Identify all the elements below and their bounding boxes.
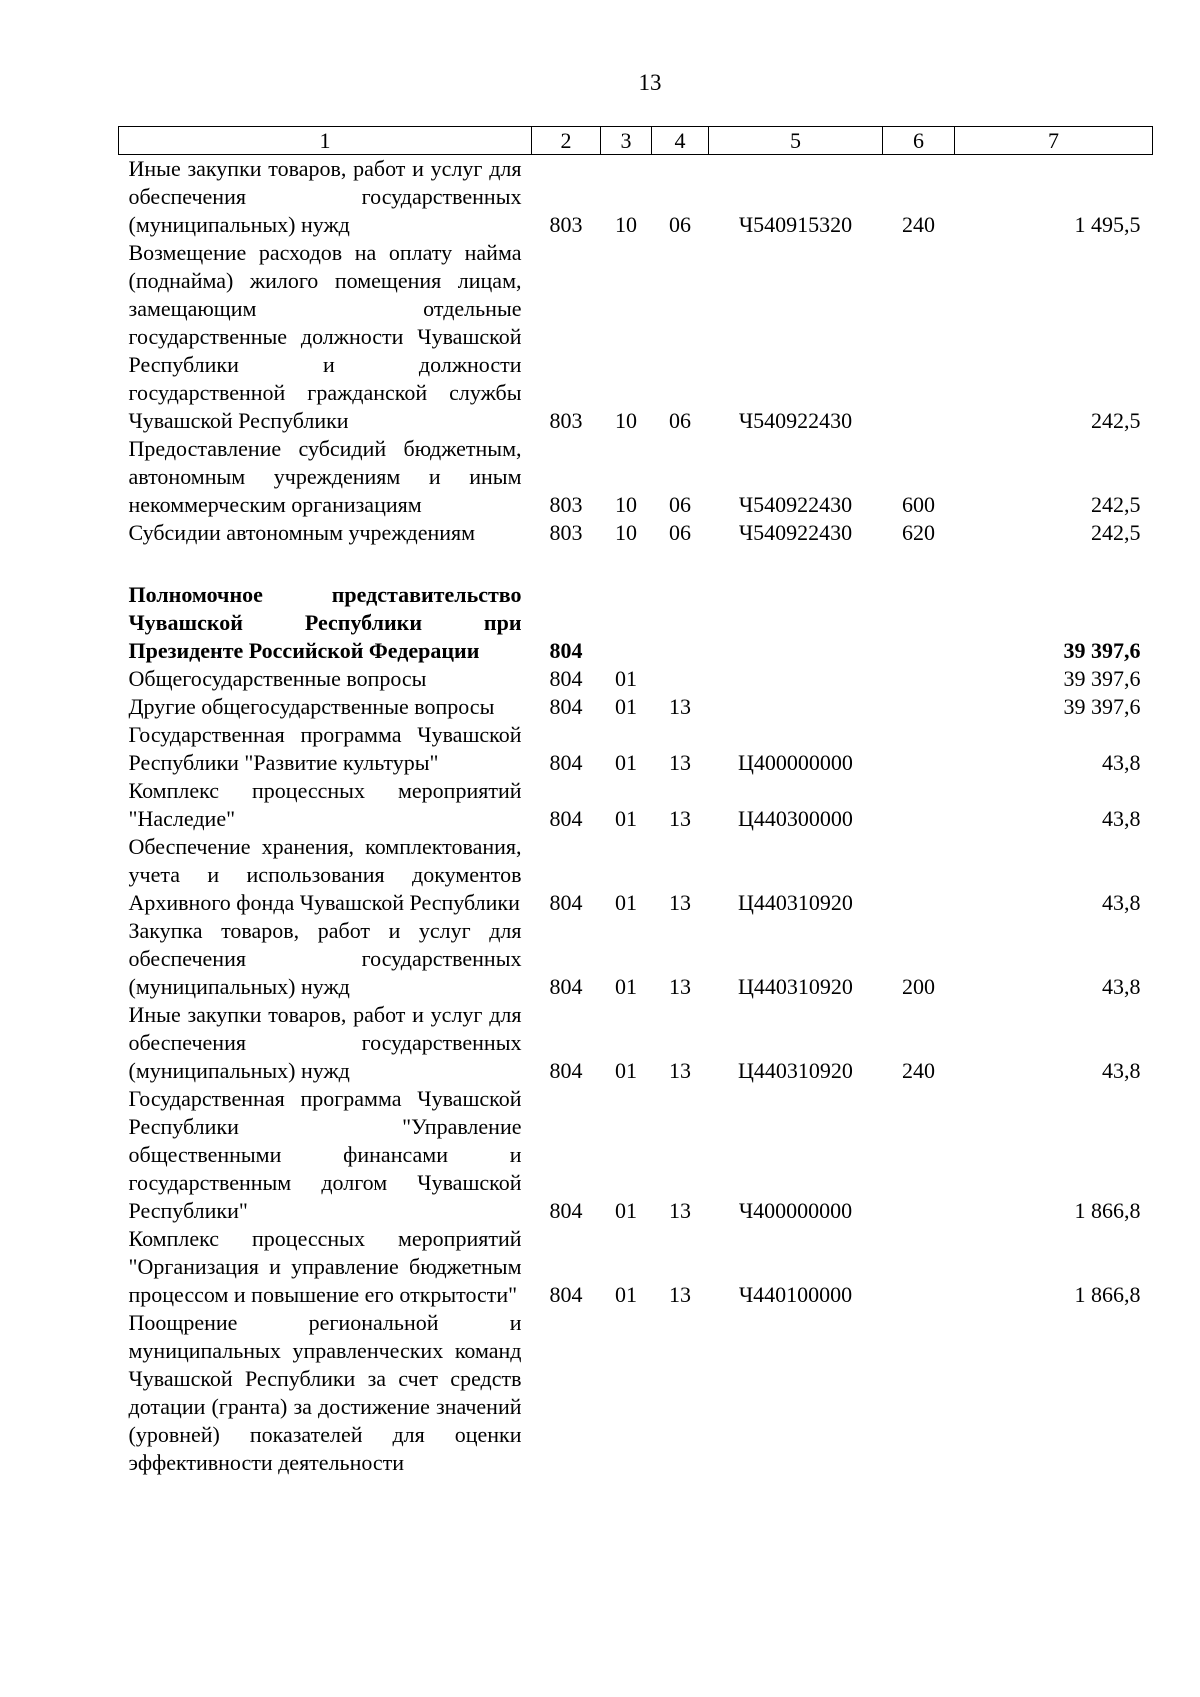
row-target-article: Ц440300000 bbox=[738, 806, 853, 831]
table-spacer-row bbox=[119, 547, 1153, 581]
spacer-cell bbox=[119, 547, 1153, 581]
table-row bbox=[119, 833, 1153, 917]
column-header-3: 3 bbox=[601, 127, 652, 155]
row-ved-code: 804 bbox=[549, 1282, 583, 1307]
row-name: Государственная программа Чувашской Республики "Развитие культуры" bbox=[128, 722, 522, 775]
row-subsection-code: 13 bbox=[669, 1058, 691, 1083]
row-amount: 43,8 bbox=[1102, 806, 1141, 831]
row-section-code: 10 bbox=[615, 408, 637, 433]
row-target-article: Ц440310920 bbox=[738, 1058, 853, 1083]
row-amount: 1 866,8 bbox=[1074, 1282, 1141, 1307]
row-name: Общегосударственные вопросы bbox=[128, 666, 427, 691]
row-ved-code bbox=[532, 1309, 601, 1477]
row-amount: 43,8 bbox=[1102, 890, 1141, 915]
budget-table bbox=[118, 126, 1153, 1477]
table-row bbox=[119, 1309, 1153, 1477]
row-expense-type bbox=[883, 581, 955, 665]
row-subsection-code: 06 bbox=[669, 212, 691, 237]
row-amount: 242,5 bbox=[1091, 408, 1141, 433]
column-header-2: 2 bbox=[532, 127, 601, 155]
row-name: Полномочное представительство Чувашской Республики при Президенте Российской Федерации bbox=[128, 582, 522, 663]
row-name: Комплекс процессных мероприятий "Организация и управление бюджетным процессом и повышение его открытости" bbox=[128, 1226, 522, 1307]
row-ved-code: 804 bbox=[549, 974, 583, 999]
row-ved-code: 803 bbox=[549, 520, 583, 545]
row-subsection-code: 13 bbox=[669, 974, 691, 999]
row-amount: 39 397,6 bbox=[1063, 694, 1141, 719]
row-section-code: 01 bbox=[615, 1282, 637, 1307]
row-ved-code: 804 bbox=[549, 666, 583, 691]
table-row bbox=[119, 1085, 1153, 1225]
row-expense-type bbox=[883, 239, 955, 435]
row-target-article: Ц440310920 bbox=[738, 974, 853, 999]
row-ved-code: 803 bbox=[549, 212, 583, 237]
row-section-code: 10 bbox=[615, 520, 637, 545]
row-target-article bbox=[709, 581, 883, 665]
row-expense-type: 240 bbox=[902, 212, 935, 237]
table-row bbox=[119, 581, 1153, 665]
row-target-article: Ч440100000 bbox=[738, 1282, 853, 1307]
row-target-article: Ч540922430 bbox=[738, 520, 853, 545]
row-expense-type bbox=[883, 833, 955, 917]
row-expense-type bbox=[883, 1309, 955, 1477]
row-subsection-code: 06 bbox=[669, 492, 691, 517]
row-name: Предоставление субсидий бюджетным, автономным учреждениям и иным некоммерческим организациям bbox=[128, 436, 522, 517]
row-target-article: Ч540922430 bbox=[738, 492, 853, 517]
table-body bbox=[119, 155, 1153, 1478]
row-target-article: Ц440310920 bbox=[738, 890, 853, 915]
row-ved-code: 804 bbox=[549, 1198, 583, 1223]
row-ved-code: 804 bbox=[549, 750, 583, 775]
row-target-article bbox=[709, 1309, 883, 1477]
row-section-code: 01 bbox=[615, 666, 637, 691]
row-name: Закупка товаров, работ и услуг для обеспечения государственных (муниципальных) нужд bbox=[128, 918, 522, 999]
row-amount: 39 397,6 bbox=[1063, 638, 1141, 663]
row-ved-code: 804 bbox=[549, 1058, 583, 1083]
table-row bbox=[119, 917, 1153, 1001]
row-subsection-code: 13 bbox=[669, 750, 691, 775]
row-subsection-code bbox=[652, 1309, 709, 1477]
row-section-code bbox=[601, 581, 652, 665]
row-subsection-code: 13 bbox=[669, 1282, 691, 1307]
row-expense-type: 600 bbox=[902, 492, 935, 517]
row-section-code: 10 bbox=[615, 492, 637, 517]
row-ved-code: 804 bbox=[549, 694, 583, 719]
row-name: Иные закупки товаров, работ и услуг для обеспечения государственных (муниципальных) нужд bbox=[128, 156, 522, 237]
row-section-code: 01 bbox=[615, 974, 637, 999]
table-row bbox=[119, 665, 1153, 693]
row-name: Субсидии автономным учреждениям bbox=[128, 520, 476, 545]
row-section-code: 01 bbox=[615, 1198, 637, 1223]
row-expense-type: 620 bbox=[902, 520, 935, 545]
table-row bbox=[119, 1001, 1153, 1085]
row-ved-code: 804 bbox=[549, 638, 583, 663]
row-section-code: 01 bbox=[615, 1058, 637, 1083]
row-target-article bbox=[709, 693, 883, 721]
row-ved-code: 804 bbox=[549, 806, 583, 831]
row-subsection-code: 13 bbox=[669, 1198, 691, 1223]
column-header-1: 1 bbox=[119, 127, 532, 155]
row-target-article: Ч400000000 bbox=[738, 1198, 853, 1223]
row-section-code: 01 bbox=[615, 890, 637, 915]
row-expense-type bbox=[883, 1225, 955, 1309]
column-header-4: 4 bbox=[652, 127, 709, 155]
row-expense-type bbox=[883, 1085, 955, 1225]
row-amount: 1 866,8 bbox=[1074, 1198, 1141, 1223]
row-target-article: Ч540915320 bbox=[738, 212, 853, 237]
row-expense-type: 200 bbox=[902, 974, 935, 999]
row-amount: 43,8 bbox=[1102, 974, 1141, 999]
column-header-5: 5 bbox=[709, 127, 883, 155]
table-row bbox=[119, 155, 1153, 240]
row-section-code: 01 bbox=[615, 806, 637, 831]
row-amount: 242,5 bbox=[1091, 492, 1141, 517]
table-row bbox=[119, 777, 1153, 833]
row-subsection-code: 13 bbox=[669, 806, 691, 831]
row-ved-code: 804 bbox=[549, 890, 583, 915]
row-name: Поощрение региональной и муниципальных управленческих команд Чувашской Республики за счет средств дотации (гранта) за достижение значений (уровней) показателей для оценки эффективности деятельности bbox=[128, 1310, 522, 1475]
row-section-code: 01 bbox=[615, 750, 637, 775]
row-amount: 242,5 bbox=[1091, 520, 1141, 545]
row-expense-type bbox=[883, 721, 955, 777]
row-target-article bbox=[709, 665, 883, 693]
row-subsection-code: 06 bbox=[669, 408, 691, 433]
table-row bbox=[119, 693, 1153, 721]
row-subsection-code: 06 bbox=[669, 520, 691, 545]
row-amount: 43,8 bbox=[1102, 750, 1141, 775]
row-subsection-code bbox=[652, 581, 709, 665]
row-name: Возмещение расходов на оплату найма (поднайма) жилого помещения лицам, замещающим отдельные государственные должности Чувашской Республики и должности государственной гражданской службы Чувашской Республики bbox=[128, 240, 522, 433]
row-subsection-code bbox=[652, 665, 709, 693]
table-header-row bbox=[119, 127, 1153, 155]
row-target-article: Ч540922430 bbox=[738, 408, 853, 433]
row-target-article: Ц400000000 bbox=[738, 750, 853, 775]
row-section-code: 10 bbox=[615, 212, 637, 237]
table-row bbox=[119, 721, 1153, 777]
row-amount: 39 397,6 bbox=[1063, 666, 1141, 691]
row-section-code: 01 bbox=[615, 694, 637, 719]
row-expense-type bbox=[883, 777, 955, 833]
row-ved-code: 803 bbox=[549, 408, 583, 433]
row-amount: 43,8 bbox=[1102, 1058, 1141, 1083]
row-name: Комплекс процессных мероприятий "Наследие" bbox=[128, 778, 522, 831]
row-expense-type bbox=[883, 693, 955, 721]
column-header-6: 6 bbox=[883, 127, 955, 155]
row-subsection-code: 13 bbox=[669, 694, 691, 719]
row-name: Другие общегосударственные вопросы bbox=[128, 694, 495, 719]
row-subsection-code: 13 bbox=[669, 890, 691, 915]
row-expense-type bbox=[883, 665, 955, 693]
row-expense-type: 240 bbox=[902, 1058, 935, 1083]
table-row bbox=[119, 1225, 1153, 1309]
row-name: Государственная программа Чувашской Республики "Управление общественными финансами и государственным долгом Чувашской Республики" bbox=[128, 1086, 522, 1223]
column-header-7: 7 bbox=[955, 127, 1153, 155]
row-section-code bbox=[601, 1309, 652, 1477]
table-row bbox=[119, 239, 1153, 435]
table-row bbox=[119, 519, 1153, 547]
table-row bbox=[119, 435, 1153, 519]
row-ved-code: 803 bbox=[549, 492, 583, 517]
row-name: Иные закупки товаров, работ и услуг для обеспечения государственных (муниципальных) нужд bbox=[128, 1002, 522, 1083]
page-number: 13 bbox=[638, 70, 662, 95]
row-name: Обеспечение хранения, комплектования, учета и использования документов Архивного фонда Чувашской Республики bbox=[128, 834, 522, 915]
row-amount: 1 495,5 bbox=[1074, 212, 1141, 237]
row-amount bbox=[955, 1309, 1153, 1477]
